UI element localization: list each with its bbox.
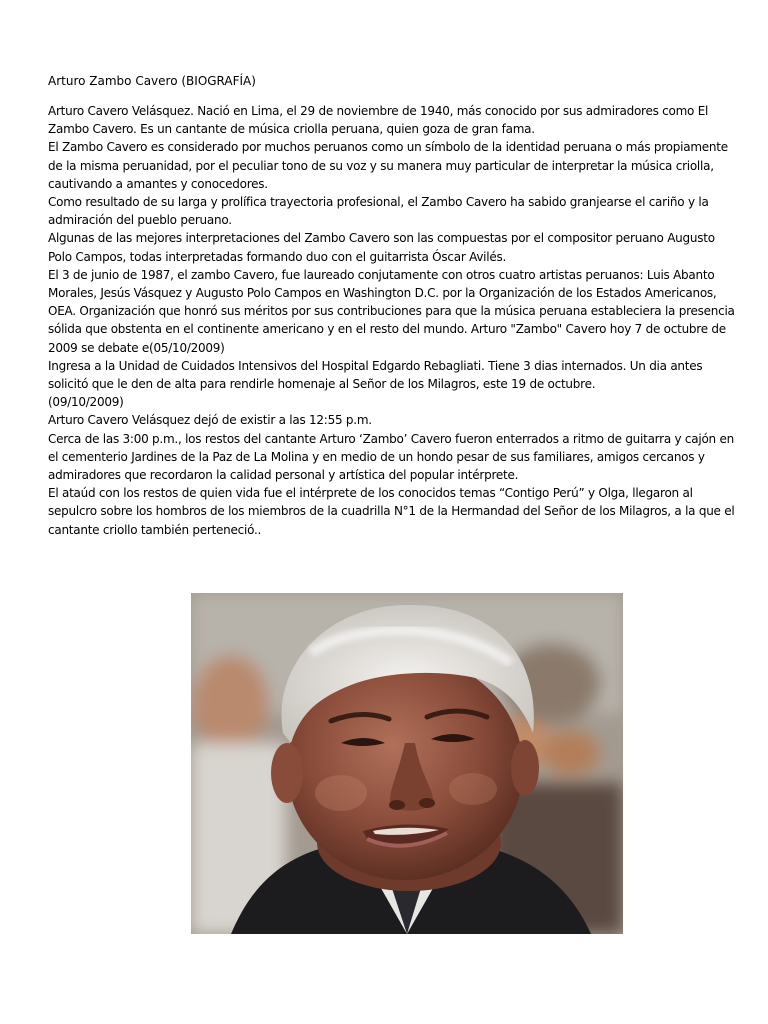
paragraph: (09/10/2009) [48,395,124,410]
paragraph: El Zambo Cavero es considerado por muchos peruanos como un símbolo de la identidad peruana o más propiamente de la misma peruanidad, por el peculiar tono de su voz y su manera muy particular de interpretar la música criolla, cautivando a amantes y conocedores. [48,140,728,191]
paragraph: El ataúd con los restos de quien vida fue el intérprete de los conocidos temas “Contigo Perú” y Olga, llegaron al sepulcro sobre los hombros de los miembros de la cuadrilla N°1 de la Hermandad del Señor de los Milagros, a la que el cantante criollo también perteneció.. [48,486,735,537]
paragraph: El 3 de junio de 1987, el zambo Cavero, fue laureado conjutamente con otros cuatro artistas peruanos: Luis Abanto Morales, Jesús Vásquez y Augusto Polo Campos en Washington D.C. por la Organización de los Estados Americanos, OEA. Organización que honró sus méritos por sus contribuciones para que la música peruana estableciera la presencia sólida que obstenta en el continente americano y en el resto del mundo. Arturo "Zambo" Cavero hoy 7 de octubre de 2009 se debate e(05/10/2009) [48,267,735,355]
paragraph: Como resultado de su larga y prolífica trayectoria profesional, el Zambo Cavero ha sabido granjearse el cariño y la admiración del pueblo peruano. [48,195,709,228]
paragraph: Arturo Cavero Velásquez dejó de existir a las 12:55 p.m. [48,413,372,428]
biography-text [48,102,738,539]
paragraph: Cerca de las 3:00 p.m., los restos del cantante Arturo ‘Zambo’ Cavero fueron enterrados a ritmo de guitarra y cajón en el cementerio Jardines de la Paz de La Molina y en medio de un hondo pesar de sus familiares, amigos cercanos y admiradores que recordaron la calidad personal y artística del popular intérprete. [48,431,734,483]
paragraph: Algunas de las mejores interpretaciones del Zambo Cavero son las compuestas por el compositor peruano Augusto Polo Campos, todas interpretadas formando duo con el guitarrista Óscar Avilés. [48,231,715,264]
paragraph: Arturo Cavero Velásquez. Nació en Lima, el 29 de noviembre de 1940, más conocido por sus admiradores como El Zambo Cavero. Es un cantante de música criolla peruana, quien goza de gran fama. [48,104,709,137]
page-title: Arturo Zambo Cavero (BIOGRAFÍA) [48,74,256,88]
paragraph: Ingresa a la Unidad de Cuidados Intensivos del Hospital Edgardo Rebagliati. Tiene 3 dias internados. Un dia antes solicitó que le den de alta para rendirle homenaje al Señor de los Milagros, este 19 de octubre. [48,358,703,392]
portrait-photo [191,593,623,934]
